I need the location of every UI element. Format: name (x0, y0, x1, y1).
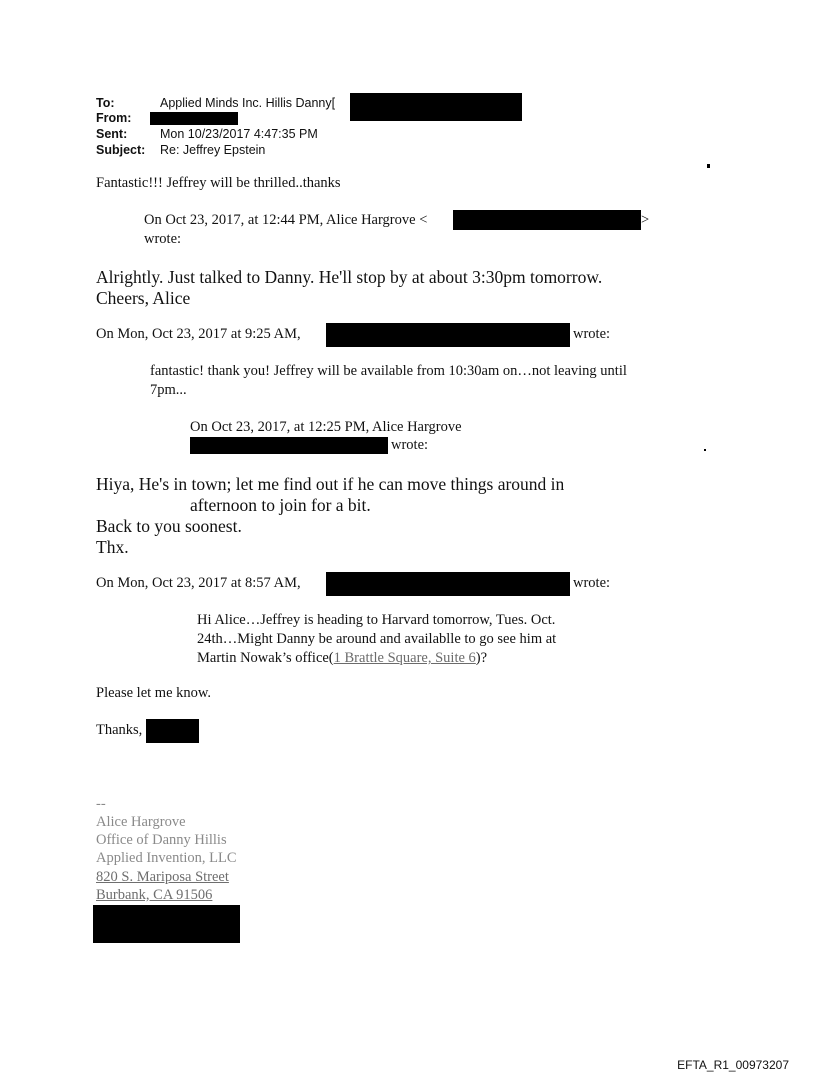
reply-text: Fantastic!!! Jeffrey will be thrilled..thanks (96, 175, 341, 191)
please-text: Please let me know. (96, 685, 212, 701)
redaction-quote3-email (190, 437, 388, 454)
msg5-line3-prefix: Martin Nowak’s office( (197, 650, 334, 666)
to-value: Applied Minds Inc. Hillis Danny[ (160, 96, 336, 110)
msg2-line2: Cheers, Alice (96, 288, 191, 308)
quote4-header-suffix: wrote: (573, 575, 611, 591)
redaction-quote4-sender (326, 572, 570, 596)
subject-label: Subject: (96, 143, 146, 157)
msg3-line2: 7pm... (150, 382, 187, 398)
redaction-thanks-name (146, 719, 199, 743)
quote3-wrote: wrote: (391, 437, 429, 453)
msg5-line2: 24th…Might Danny be around and availablle to go see him at (197, 631, 557, 647)
msg2-line1: Alrightly. Just talked to Danny. He'll stop by at about 3:30pm tomorrow. (96, 267, 603, 287)
to-label: To: (96, 96, 115, 110)
quote1-gt: > (641, 212, 650, 228)
redaction-to-email (350, 93, 522, 121)
redaction-quote2-sender (326, 323, 570, 347)
subject-value: Re: Jeffrey Epstein (160, 143, 266, 157)
quote1-header: On Oct 23, 2017, at 12:44 PM, Alice Hargrove < (144, 212, 428, 228)
signature-name: Alice Hargrove (96, 814, 186, 830)
quote1-wrote: wrote: (144, 231, 182, 247)
from-label: From: (96, 111, 132, 125)
msg4-line4: Thx. (96, 537, 129, 557)
redaction-from (150, 112, 238, 125)
redaction-quote1-email (453, 210, 641, 230)
msg5-line1: Hi Alice…Jeffrey is heading to Harvard tomorrow, Tues. Oct. (197, 612, 556, 628)
msg5-line3-suffix: )? (475, 650, 488, 666)
signature-dashes: -- (96, 796, 106, 812)
quote4-header-prefix: On Mon, Oct 23, 2017 at 8:57 AM, (96, 575, 301, 591)
address-link[interactable]: 1 Brattle Square, Suite 6 (333, 650, 476, 666)
signature-company: Applied Invention, LLC (96, 850, 237, 866)
stray-dot (704, 449, 706, 451)
redaction-signature-contact (93, 905, 240, 943)
signature-office: Office of Danny Hillis (96, 832, 227, 848)
document-id: EFTA_R1_00973207 (677, 1058, 789, 1072)
quote2-header-suffix: wrote: (573, 326, 611, 342)
quote2-header-prefix: On Mon, Oct 23, 2017 at 9:25 AM, (96, 326, 301, 342)
stray-mark (707, 164, 710, 168)
msg4-line1: Hiya, He's in town; let me find out if he can move things around in (96, 474, 565, 494)
msg3-line1: fantastic! thank you! Jeffrey will be available from 10:30am on…not leaving until (150, 363, 627, 379)
sent-value: Mon 10/23/2017 4:47:35 PM (160, 127, 318, 141)
quote3-header: On Oct 23, 2017, at 12:25 PM, Alice Hargrove (190, 419, 462, 435)
sent-label: Sent: (96, 127, 128, 141)
msg5-line3 (197, 650, 487, 667)
msg4-line3: Back to you soonest. (96, 516, 242, 536)
thanks-text: Thanks, (96, 722, 143, 738)
msg4-line2: afternoon to join for a bit. (190, 495, 371, 515)
signature-city-link[interactable]: Burbank, CA 91506 (96, 887, 213, 903)
signature-street-link[interactable]: 820 S. Mariposa Street (96, 869, 229, 885)
